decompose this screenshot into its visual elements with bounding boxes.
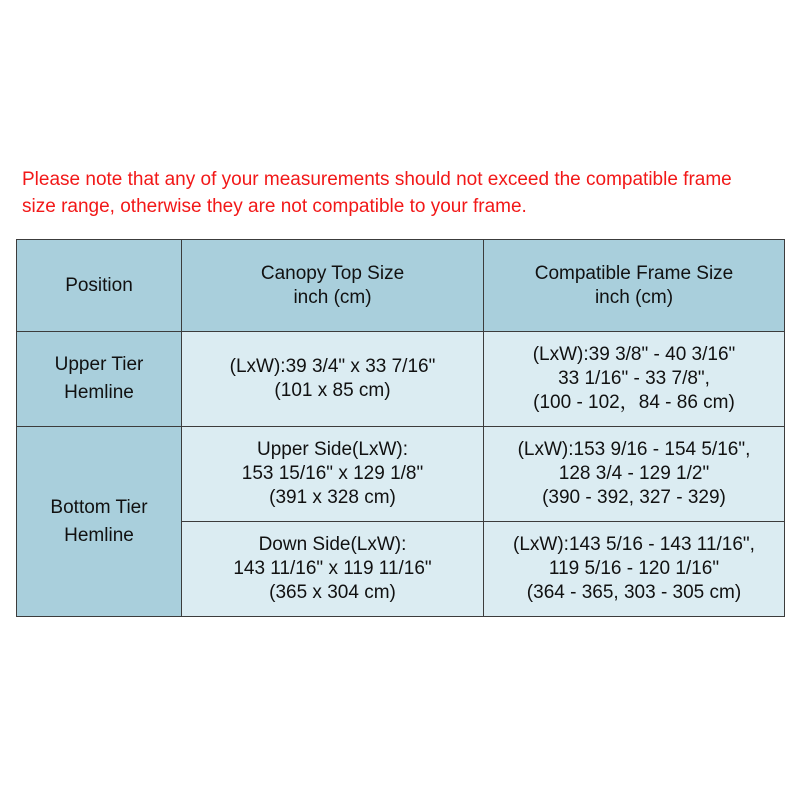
table-row-upper-tier [17, 332, 785, 427]
frame-bottom-upper-side: (LxW):153 9/16 - 154 5/16", 128 3/4 - 129 1/2" (390 - 392, 327 - 329) [484, 427, 785, 522]
header-canopy-top-size: Canopy Top Size inch (cm) [182, 240, 484, 332]
canopy-bottom-down-side: Down Side(LxW): 143 11/16" x 119 11/16" (365 x 304 cm) [182, 522, 484, 617]
header-compatible-frame-size: Compatible Frame Size inch (cm) [484, 240, 785, 332]
canopy-upper-tier: (LxW):39 3/4" x 33 7/16" (101 x 85 cm) [182, 332, 484, 427]
table-row-bottom-tier-upper-side [17, 427, 785, 522]
frame-upper-tier: (LxW):39 3/8" - 40 3/16" 33 1/16" - 33 7/8", (100 - 102，84 - 86 cm) [484, 332, 785, 427]
notice-line-1: Please note that any of your measurements should not exceed the compatible frame [22, 169, 732, 190]
size-table [16, 239, 785, 617]
position-upper-tier: Upper Tier Hemline [17, 332, 182, 427]
canopy-bottom-upper-side: Upper Side(LxW): 153 15/16" x 129 1/8" (391 x 328 cm) [182, 427, 484, 522]
frame-bottom-down-side: (LxW):143 5/16 - 143 11/16", 119 5/16 - 120 1/16" (364 - 365, 303 - 305 cm) [484, 522, 785, 617]
header-position: Position [17, 240, 182, 332]
notice-line-2: size range, otherwise they are not compatible to your frame. [22, 196, 527, 217]
compatibility-notice [22, 166, 782, 220]
table-header-row [17, 240, 785, 332]
position-bottom-tier: Bottom Tier Hemline [17, 427, 182, 617]
